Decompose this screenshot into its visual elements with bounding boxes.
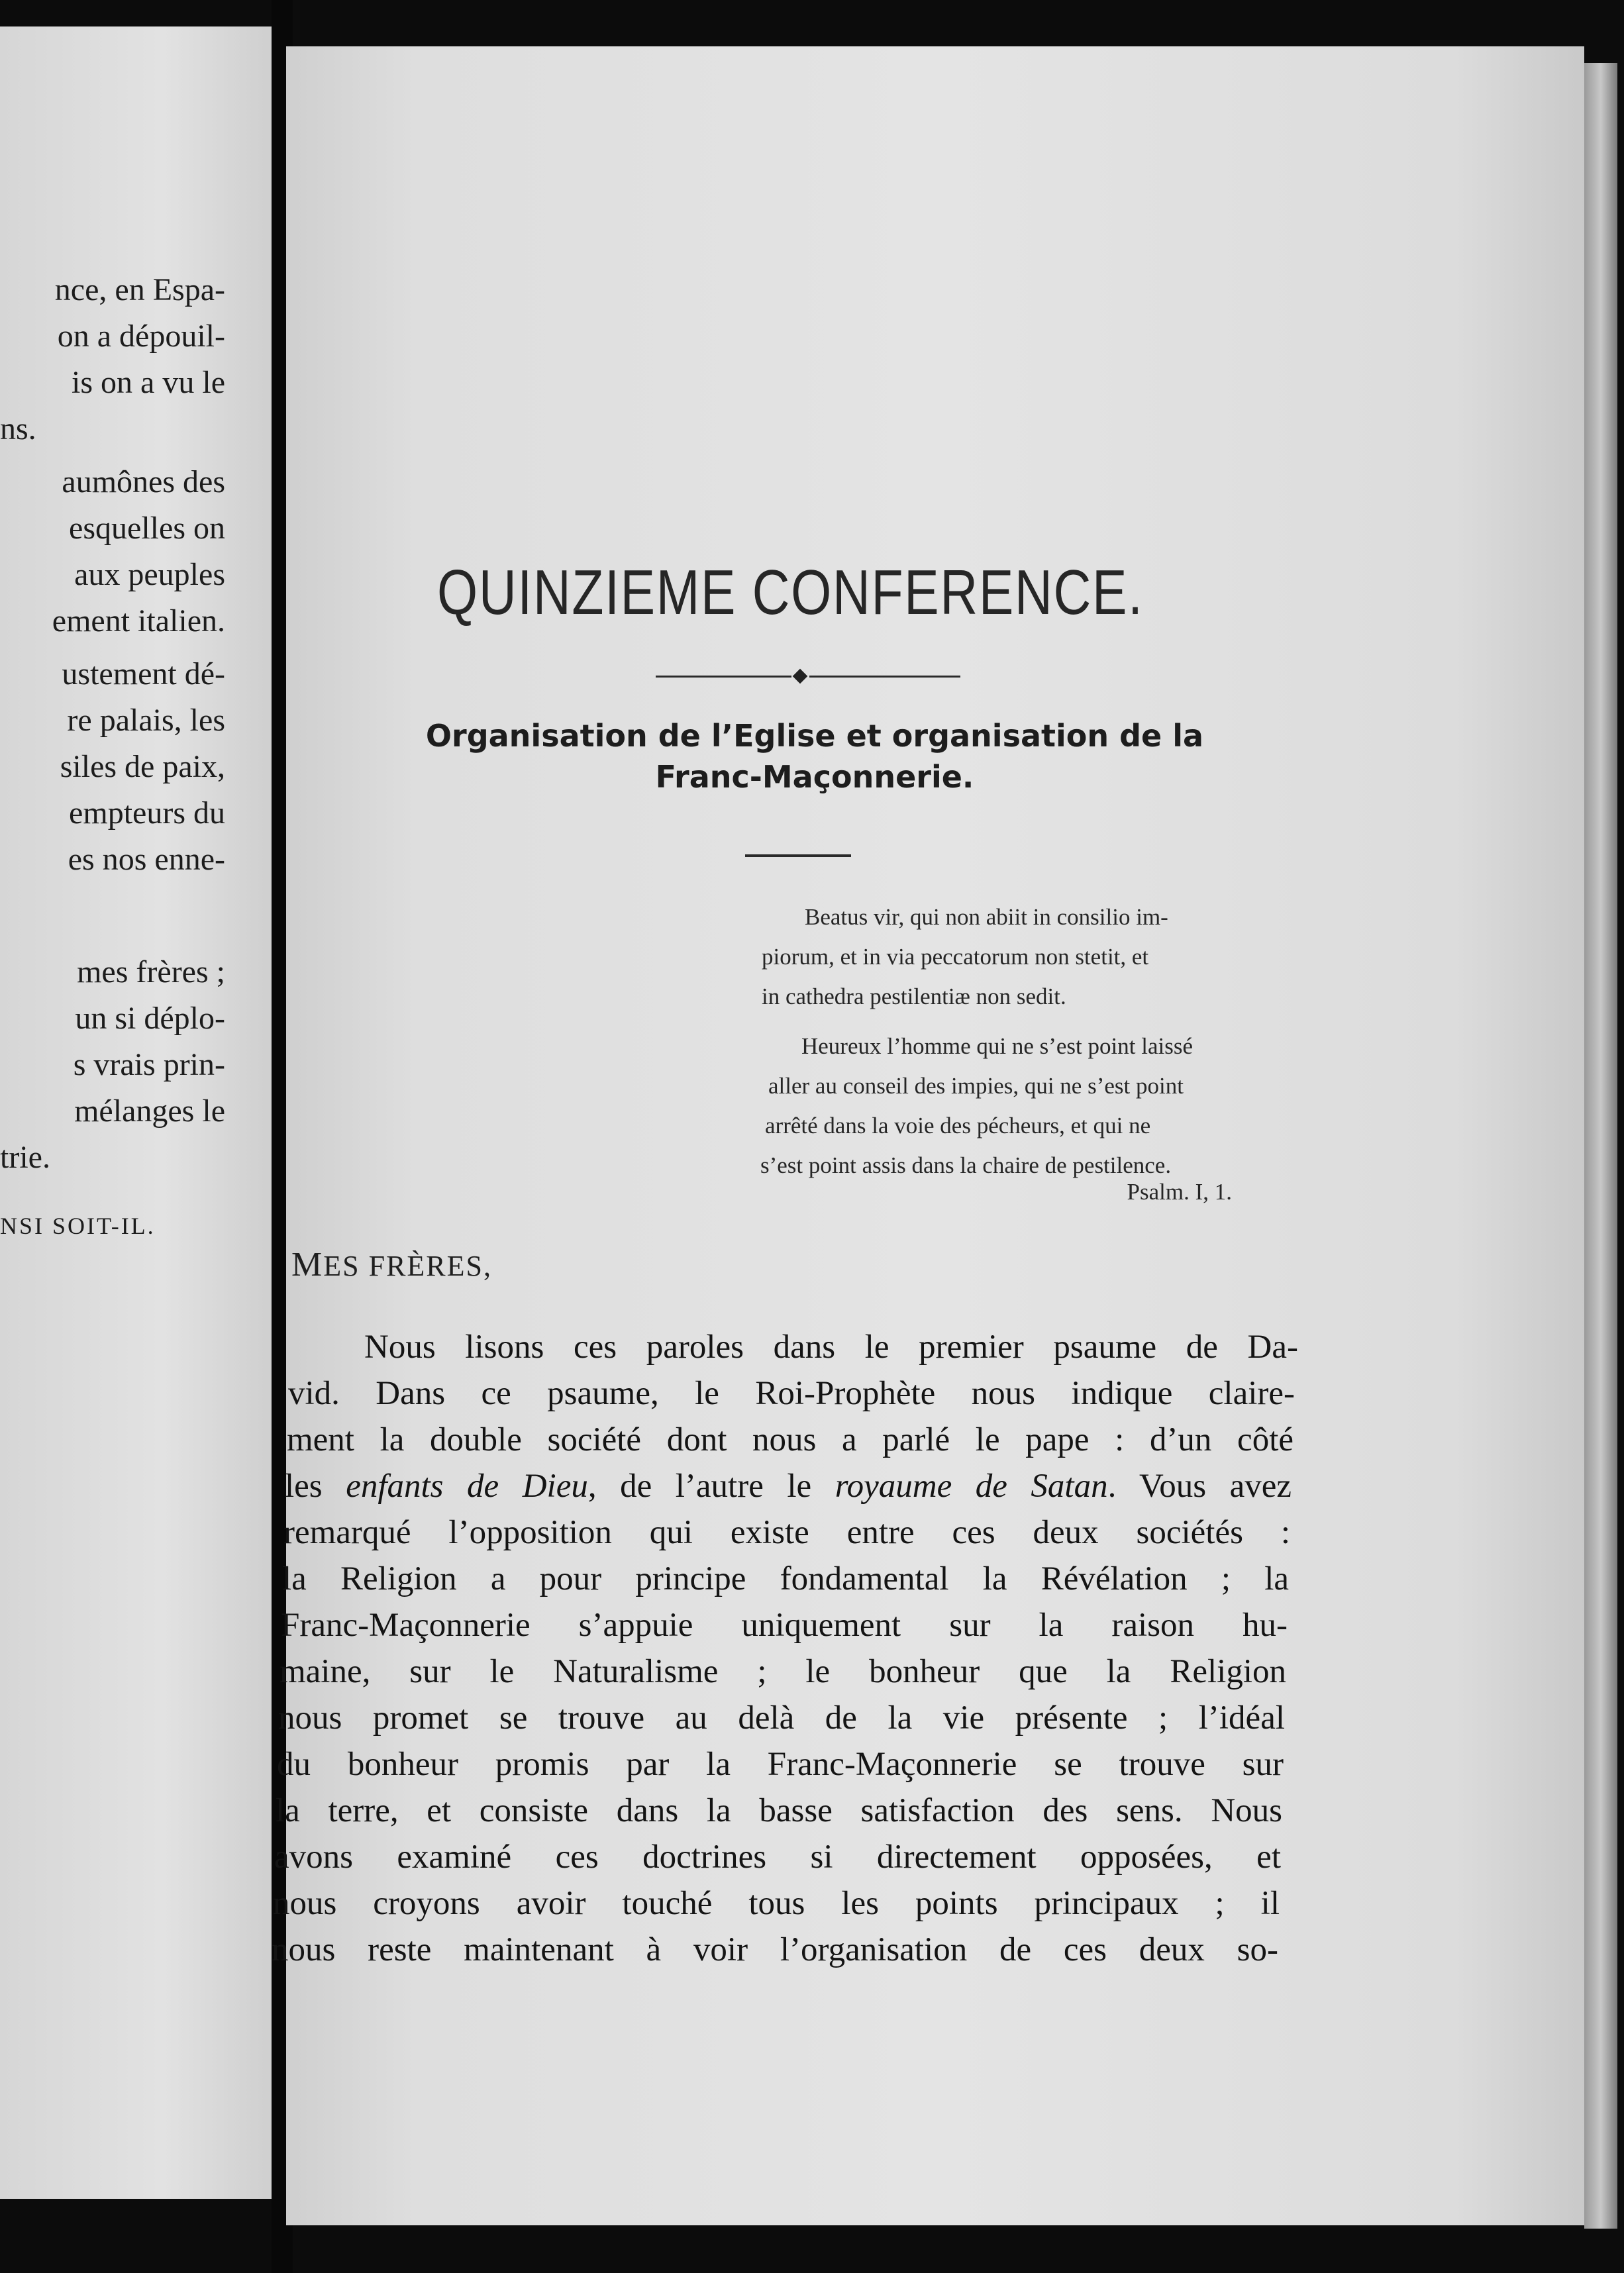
subtitle-line: Organisation de l’Eglise et organisation de la	[425, 718, 1204, 754]
body-line: la Religion a pour principe fondamental la Révélation ; la	[282, 1560, 1289, 1597]
body-line: vid. Dans ce psaume, le Roi-Prophète nous indique claire-	[288, 1375, 1295, 1412]
left-text-line: trie.	[0, 1140, 50, 1175]
left-text-line: ement italien.	[52, 603, 225, 638]
left-text-line: NSI SOIT-IL.	[0, 1213, 156, 1239]
body-line	[285, 1467, 1292, 1505]
epigraph-french-line: aller au conseil des impies, qui ne s’est point	[768, 1073, 1184, 1099]
epigraph-french-line: Heureux l’homme qui ne s’est point laissé	[801, 1033, 1193, 1059]
left-page	[0, 26, 272, 2199]
left-text-line: re palais, les	[67, 703, 225, 738]
body-line: nous reste maintenant à voir l’organisation de ces deux so-	[272, 1931, 1278, 1968]
subtitle-line: Franc-Maçonnerie.	[655, 759, 974, 795]
left-text-line: es nos enne-	[68, 842, 225, 877]
chapter-subtitle	[358, 715, 1272, 797]
body-line: avons examiné ces doctrines si directement opposées, et	[274, 1839, 1281, 1876]
left-text-line: un si déplo-	[75, 1001, 225, 1036]
left-text-line: aumônes des	[62, 464, 225, 499]
body-line: ment la double société dont nous a parlé le pape : d’un côté	[287, 1421, 1294, 1458]
italic-phrase: enfants de Dieu	[346, 1468, 588, 1505]
body-line: maine, sur le Naturalisme ; le bonheur que la Religion	[279, 1653, 1286, 1690]
epigraph-french-line: arrêté dans la voie des pécheurs, et qui ne	[765, 1113, 1151, 1138]
body-line: Nous lisons ces paroles dans le premier psaume de Da-	[364, 1329, 1298, 1366]
page-edge	[1584, 63, 1617, 2229]
body-line: nous promet se trouve au delà de la vie présente ; l’idéal	[278, 1699, 1285, 1737]
left-text-line: s vrais prin-	[73, 1047, 225, 1082]
body-line: du bonheur promis par la Franc-Maçonnerie se trouve sur	[277, 1746, 1284, 1783]
section-rule	[745, 854, 851, 857]
left-text-line: empteurs du	[69, 795, 225, 831]
salutation-initial: M	[291, 1246, 324, 1284]
body-text: , de l’autre le	[587, 1468, 835, 1505]
left-text-line: nce, en Espa-	[54, 272, 225, 307]
epigraph-latin-line: Beatus vir, qui non abiit in consilio im-	[805, 904, 1168, 930]
left-text-line: is on a vu le	[72, 365, 225, 400]
left-text-line: on a dépouil-	[57, 319, 225, 354]
left-text-line: mes frères ;	[77, 954, 225, 989]
epigraph-latin-line: piorum, et in via peccatorum non stetit, et	[762, 944, 1149, 970]
ornament-rule-right	[809, 676, 960, 678]
body-line: Franc-Maçonnerie s’appuie uniquement sur la raison hu-	[281, 1607, 1288, 1644]
left-text-line: ns.	[0, 411, 36, 446]
left-text-line: ustement dé-	[62, 656, 225, 691]
epigraph-french-line: s’est point assis dans la chaire de pestilence.	[760, 1152, 1172, 1178]
body-line: la terre, et consiste dans la basse satisfaction des sens. Nous	[276, 1792, 1282, 1829]
left-text-line: aux peuples	[74, 557, 225, 592]
left-text-line: esquelles on	[69, 511, 225, 546]
salutation	[291, 1245, 492, 1284]
italic-phrase: royaume de Satan	[835, 1468, 1108, 1505]
left-text-line: siles de paix,	[60, 749, 225, 784]
salutation-rest: ES FRÈRES,	[323, 1250, 492, 1282]
body-line: remarqué l’opposition qui existe entre ces deux sociétés :	[283, 1514, 1290, 1551]
body-text: les	[285, 1468, 346, 1505]
body-text: . Vous avez	[1107, 1468, 1292, 1505]
chapter-title: QUINZIEME CONFERENCE.	[437, 557, 1144, 628]
ornament-rule-left	[656, 676, 791, 678]
left-text-line: mélanges le	[74, 1093, 225, 1129]
epigraph-latin-line: in cathedra pestilentiæ non sedit.	[762, 984, 1066, 1009]
body-line: nous croyons avoir touché tous les points principaux ; il	[273, 1885, 1280, 1922]
epigraph-citation: Psalm. I, 1.	[1127, 1179, 1232, 1205]
